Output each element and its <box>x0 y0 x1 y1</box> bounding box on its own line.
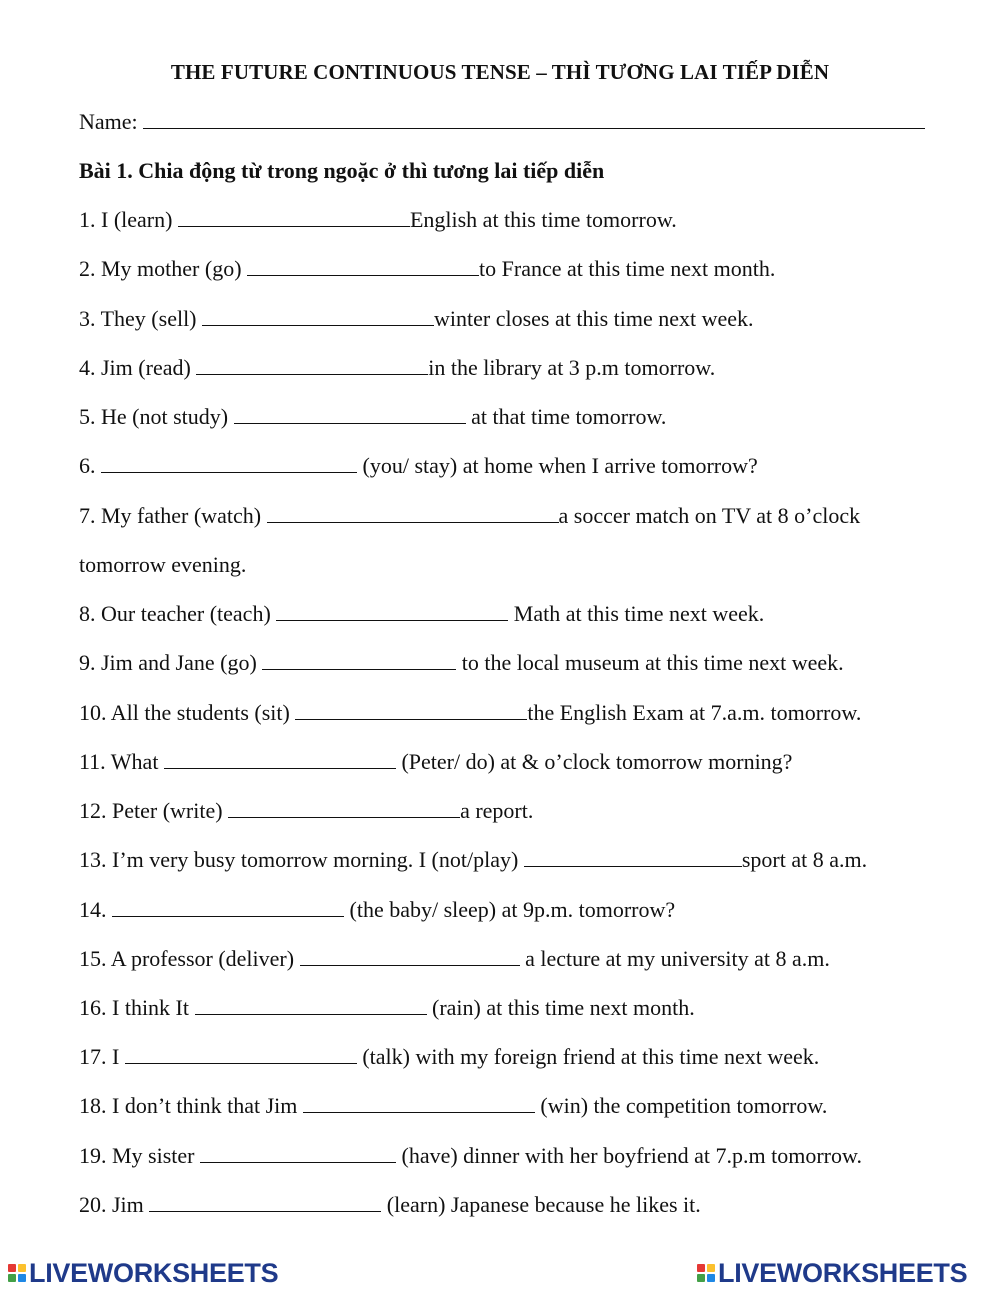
answer-blank[interactable] <box>303 1092 535 1113</box>
question-suffix: Math at this time next week. <box>508 601 765 626</box>
answer-blank[interactable] <box>300 945 520 966</box>
logo-square <box>707 1274 715 1282</box>
question-prefix: 8. Our teacher (teach) <box>79 601 277 626</box>
answer-blank[interactable] <box>247 255 479 276</box>
answer-blank[interactable] <box>196 354 428 375</box>
answer-blank[interactable] <box>125 1043 357 1064</box>
answer-blank[interactable] <box>149 1191 381 1212</box>
answer-blank[interactable] <box>262 649 456 670</box>
question-prefix: 12. Peter (write) <box>79 798 229 823</box>
question-suffix: (learn) Japanese because he likes it. <box>381 1192 701 1217</box>
question-suffix: a lecture at my university at 8 a.m. <box>519 946 830 971</box>
question-suffix: (you/ stay) at home when I arrive tomorrow? <box>357 453 758 478</box>
question-row <box>79 1191 701 1219</box>
question-prefix: 4. Jim (read) <box>79 355 197 380</box>
question-prefix: 6. <box>79 453 101 478</box>
question-prefix: 13. I’m very busy tomorrow morning. I (not/play) <box>79 847 524 872</box>
question-suffix: (talk) with my foreign friend at this time next week. <box>356 1044 820 1069</box>
question-prefix: 9. Jim and Jane (go) <box>79 650 263 675</box>
question-row <box>79 994 695 1022</box>
question-suffix: (have) dinner with her boyfriend at 7.p.m tomorrow. <box>396 1143 862 1168</box>
logo-squares-icon <box>697 1264 715 1282</box>
question-suffix: winter closes at this time next week. <box>434 306 754 331</box>
question-prefix: 18. I don’t think that Jim <box>79 1093 303 1118</box>
question-prefix: 17. I <box>79 1044 125 1069</box>
question-prefix: 20. Jim <box>79 1192 150 1217</box>
answer-blank[interactable] <box>234 403 466 424</box>
answer-blank[interactable] <box>276 600 508 621</box>
question-suffix: the English Exam at 7.a.m. tomorrow. <box>527 700 862 725</box>
answer-blank[interactable] <box>112 896 344 917</box>
logo-square <box>18 1264 26 1272</box>
question-continuation: tomorrow evening. <box>79 552 247 577</box>
answer-blank[interactable] <box>228 797 460 818</box>
question-row <box>79 699 861 727</box>
answer-blank[interactable] <box>101 452 357 473</box>
question-suffix: at that time tomorrow. <box>465 404 667 429</box>
question-row <box>79 1092 827 1120</box>
question-row <box>79 255 775 283</box>
worksheet-title: THE FUTURE CONTINUOUS TENSE – THÌ TƯƠNG LAI TIẾP DIỄN <box>170 60 830 84</box>
question-suffix: to the local museum at this time next week. <box>456 650 844 675</box>
answer-blank[interactable] <box>524 846 742 867</box>
footer-logo-left <box>8 1258 278 1288</box>
logo-squares-icon <box>8 1264 26 1282</box>
question-row <box>79 206 677 234</box>
answer-blank[interactable] <box>164 748 396 769</box>
answer-blank[interactable] <box>178 206 410 227</box>
question-prefix: 16. I think It <box>79 995 195 1020</box>
question-row <box>79 502 860 530</box>
question-prefix: 11. What <box>79 749 164 774</box>
logo-square <box>8 1274 16 1282</box>
footer-brand: LIVEWORKSHEETS <box>29 1257 279 1288</box>
question-row <box>79 797 533 825</box>
answer-blank[interactable] <box>200 1142 396 1163</box>
question-prefix: 2. My mother (go) <box>79 256 248 281</box>
question-row <box>79 649 844 677</box>
footer-brand: LIVEWORKSHEETS <box>718 1257 968 1288</box>
question-suffix: (rain) at this time next month. <box>426 995 695 1020</box>
question-suffix: English at this time tomorrow. <box>409 207 677 232</box>
question-row <box>79 354 715 382</box>
answer-blank[interactable] <box>202 305 434 326</box>
question-prefix: 5. He (not study) <box>79 404 234 429</box>
question-suffix: sport at 8 a.m. <box>741 847 868 872</box>
logo-square <box>697 1274 705 1282</box>
logo-square <box>8 1264 16 1272</box>
question-prefix: 14. <box>79 897 112 922</box>
answer-blank[interactable] <box>195 994 427 1015</box>
question-prefix: 19. My sister <box>79 1143 200 1168</box>
question-prefix: 3. They (sell) <box>79 306 203 331</box>
question-row <box>79 305 754 333</box>
question-row <box>79 748 792 776</box>
question-suffix: in the library at 3 p.m tomorrow. <box>428 355 716 380</box>
question-prefix: 15. A professor (deliver) <box>79 946 300 971</box>
question-row <box>79 1043 819 1071</box>
logo-square <box>18 1274 26 1282</box>
question-prefix: 7. My father (watch) <box>79 503 267 528</box>
logo-square <box>707 1264 715 1272</box>
name-blank[interactable] <box>143 108 925 129</box>
answer-blank[interactable] <box>267 502 559 523</box>
question-prefix: 1. I (learn) <box>79 207 178 232</box>
question-row <box>79 945 830 973</box>
question-prefix: 10. All the students (sit) <box>79 700 296 725</box>
question-row <box>79 403 666 431</box>
question-row <box>79 896 675 924</box>
logo-square <box>697 1264 705 1272</box>
name-row <box>79 108 925 136</box>
question-row <box>79 600 764 628</box>
question-suffix: (win) the competition tomorrow. <box>534 1093 828 1118</box>
question-suffix: (Peter/ do) at & o’clock tomorrow morning? <box>395 749 793 774</box>
question-suffix: a report. <box>460 798 534 823</box>
question-row <box>79 452 758 480</box>
question-suffix: (the baby/ sleep) at 9p.m. tomorrow? <box>344 897 676 922</box>
question-row <box>79 1142 862 1170</box>
exercise-heading: Bài 1. Chia động từ trong ngoặc ở thì tương lai tiếp diễn <box>79 158 605 183</box>
question-suffix: a soccer match on TV at 8 o’clock <box>558 503 861 528</box>
question-row <box>79 846 867 874</box>
answer-blank[interactable] <box>295 699 527 720</box>
footer-logo-right <box>697 1258 967 1288</box>
name-label: Name: <box>79 109 144 134</box>
question-suffix: to France at this time next month. <box>479 256 776 281</box>
